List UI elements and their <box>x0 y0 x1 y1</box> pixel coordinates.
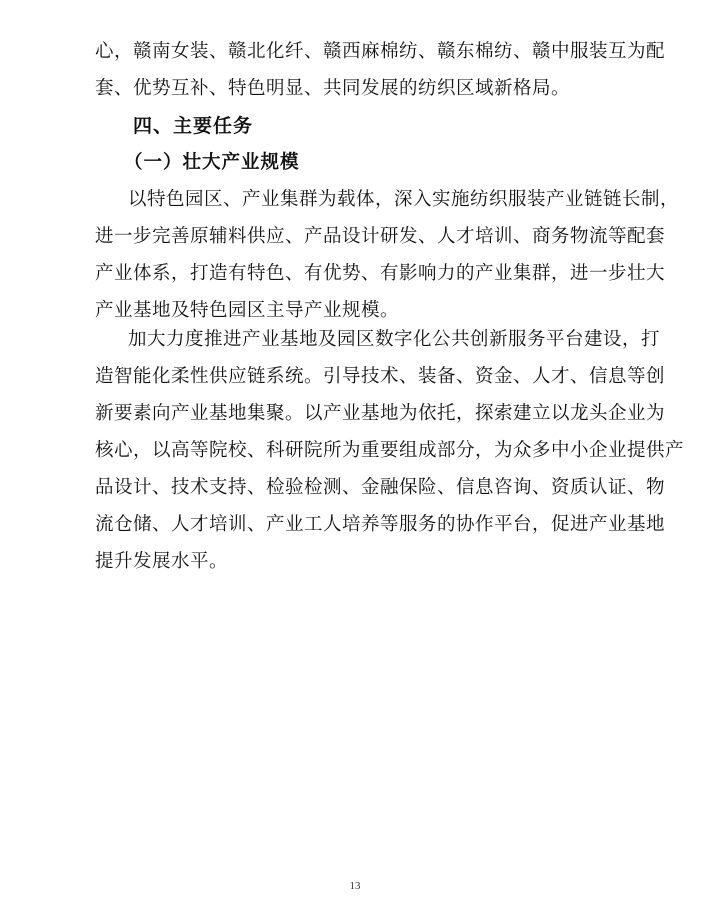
paragraph-line: 流仓储、人才培训、产业工人培养等服务的协作平台，促进产业基地 <box>95 514 666 535</box>
paragraph-line: 产业体系，打造有特色、有优势、有影响力的产业集群，进一步壮大 <box>95 263 666 284</box>
paragraph-line: 核心，以高等院校、科研院所为重要组成部分，为众多中小企业提供产 <box>95 440 685 461</box>
paragraph-line: 以特色园区、产业集群为载体，深入实施纺织服装产业链链长制， <box>128 189 680 210</box>
section-heading: 四、主要任务 <box>133 115 254 137</box>
paragraph-line: 进一步完善原辅料供应、产品设计研发、人才培训、商务物流等配套 <box>95 226 666 247</box>
paragraph-line: 产业基地及特色园区主导产业规模。 <box>95 300 400 321</box>
paragraph-line: 造智能化柔性供应链系统。引导技术、装备、资金、人才、信息等创 <box>95 366 666 387</box>
paragraph-line: 心，赣南女装、赣北化纤、赣西麻棉纺、赣东棉纺、赣中服装互为配 <box>95 41 666 62</box>
paragraph-line: 品设计、技术支持、检验检测、金融保险、信息咨询、资质认证、物 <box>95 477 666 498</box>
paragraph-line: 新要素向产业基地集聚。以产业基地为依托，探索建立以龙头企业为 <box>95 403 666 424</box>
page-number: 13 <box>349 880 361 892</box>
paragraph-line: 套、优势互补、特色明显、共同发展的纺织区域新格局。 <box>95 78 571 99</box>
subsection-heading: （一）壮大产业规模 <box>124 152 300 173</box>
paragraph-line: 提升发展水平。 <box>95 551 229 572</box>
paragraph-line: 加大力度推进产业基地及园区数字化公共创新服务平台建设，打 <box>128 329 661 350</box>
